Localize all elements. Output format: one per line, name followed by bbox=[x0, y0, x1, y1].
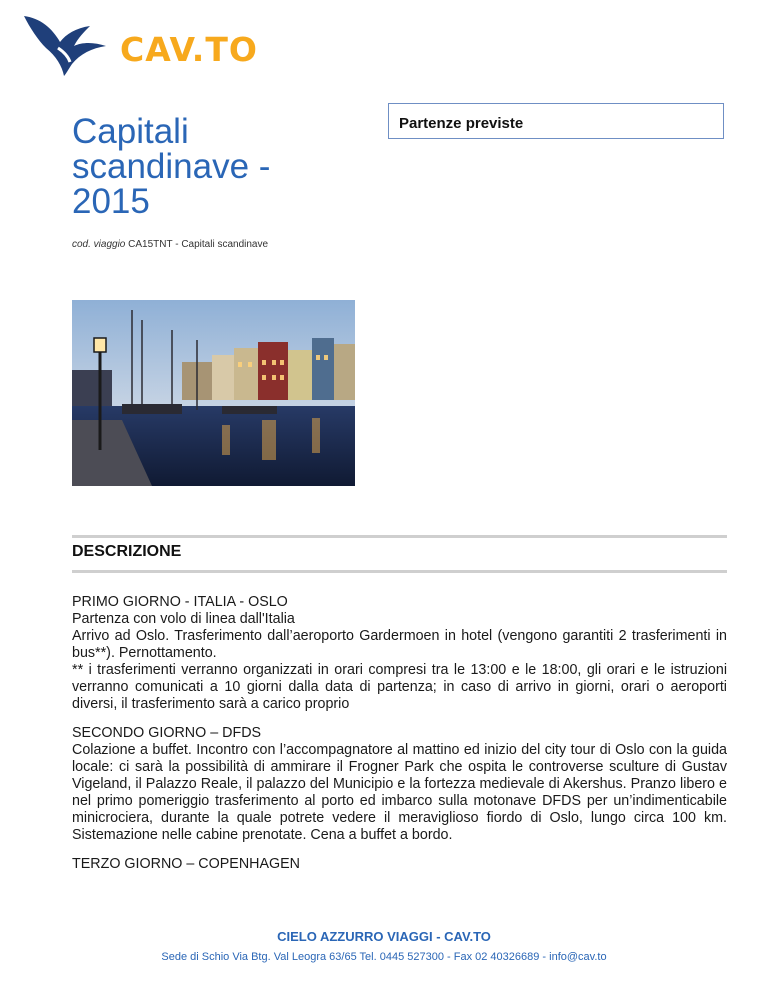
day1-line1: Partenza con volo di linea dall'Italia bbox=[72, 611, 295, 627]
day2-title: SECONDO GIORNO – DFDS bbox=[72, 725, 262, 741]
page-title: Capitali scandinave - 2015 bbox=[72, 112, 271, 221]
logo-text: CAV.TO bbox=[120, 30, 258, 69]
footer-info: Sede di Schio Via Btg. Val Leogra 63/65 Tel. 0445 527300 - Fax 02 40326689 - info@cav.to bbox=[161, 951, 607, 963]
section-heading: DESCRIZIONE bbox=[72, 543, 182, 560]
section-rule-top bbox=[72, 535, 727, 538]
trip-code-label: cod. viaggio bbox=[72, 239, 126, 250]
departures-heading: Partenze previste bbox=[399, 115, 524, 132]
day1-note: ** i trasferimenti verranno organizzati in orari compresi tra le 13:00 e le 18:00, gli orari e le istruzioni verranno comunicati a 10 giorni dalla data di partenza; in caso di arrivo in giorni, orari o aeroporti diversi, il trasferimento sarà a carico proprio bbox=[72, 662, 727, 712]
description-body bbox=[72, 594, 727, 873]
trip-code bbox=[72, 239, 268, 250]
footer-company: CIELO AZZURRO VIAGGI - CAV.TO bbox=[277, 929, 491, 944]
departures-box[interactable] bbox=[388, 103, 724, 139]
day2-text: Colazione a buffet. Incontro con l’accompagnatore al mattino ed inizio del city tour di Oslo con la guida locale: ci sarà la possibilità di ammirare il Frogner Park che ospita le controverse sculture di Gustav Vigeland, il Palazzo Reale, il palazzo del Municipio e la fortezza medievale di Akershus. Pranzo libero e nel primo pomeriggio trasferimento al porto ed imbarco sulla motonave DFDS per un’indimenticabile minicrociera, durante la quale potrete vedere il meraviglioso fiordo di Oslo, lungo circa 100 km. Sistemazione nelle cabine prenotate. Cena a buffet a bordo. bbox=[72, 742, 727, 843]
trip-code-value: CA15TNT - Capitali scandinave bbox=[128, 239, 269, 250]
section-rule-bottom bbox=[72, 570, 727, 573]
brand-logo[interactable] bbox=[22, 12, 258, 76]
day1-line2: Arrivo ad Oslo. Trasferimento dall’aeroporto Gardermoen in hotel (vengono garantiti 2 trasferimenti in bus**). Pernottamento. bbox=[72, 628, 727, 661]
day1-title: PRIMO GIORNO - ITALIA - OSLO bbox=[72, 594, 288, 610]
bird-logo-icon bbox=[22, 12, 118, 76]
harbor-photo bbox=[72, 300, 355, 486]
day3-title: TERZO GIORNO – COPENHAGEN bbox=[72, 856, 300, 872]
